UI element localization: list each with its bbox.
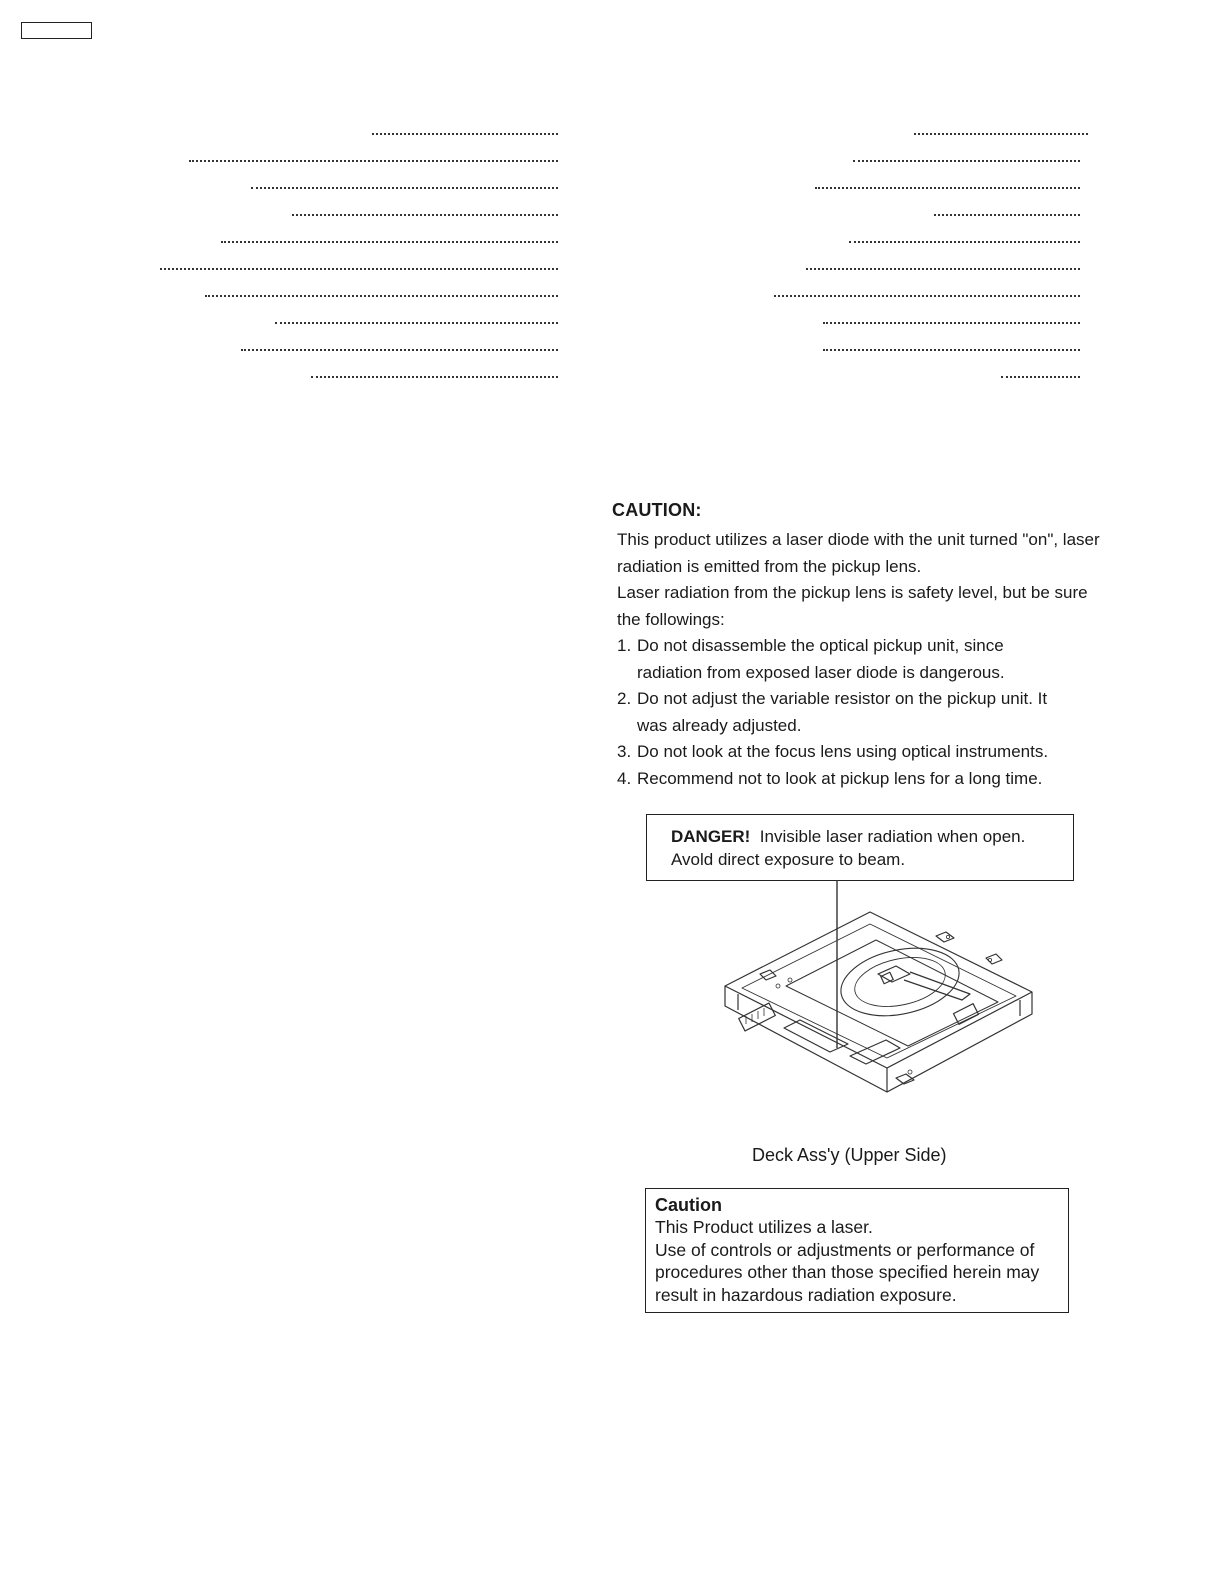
danger-label [646, 814, 1074, 881]
list-item-text: Do not look at the focus lens using optical instruments. [637, 742, 1049, 761]
caution-list [617, 633, 1132, 792]
toc-leader [275, 322, 558, 324]
toc-leader [241, 349, 558, 351]
list-item [617, 766, 1117, 793]
danger-heading: DANGER! [671, 827, 751, 846]
toc-leader [914, 133, 1088, 135]
toc-leader [1001, 376, 1080, 378]
header-box [21, 22, 92, 39]
toc-leader [853, 160, 1080, 162]
laser-caution-line: result in hazardous radiation exposure. [655, 1284, 957, 1305]
toc-leader [205, 295, 558, 297]
toc-leader [372, 133, 558, 135]
toc-leader [815, 187, 1080, 189]
list-item-text: Recommend not to look at pickup lens for a long time. [637, 768, 1043, 788]
toc-leader [934, 214, 1080, 216]
toc-leader [823, 322, 1080, 324]
list-item [617, 739, 1117, 766]
list-item [617, 633, 1067, 686]
laser-caution-title: Caution [655, 1195, 722, 1215]
toc-leader [251, 187, 558, 189]
list-item-number: 2. [617, 689, 632, 708]
laser-caution-line: Use of controls or adjustments or performance of [655, 1239, 1035, 1260]
deck-assembly-drawing [700, 878, 1050, 1118]
toc-leader [806, 268, 1080, 270]
list-item-text: Do not adjust the variable resistor on the pickup unit. It was already adjusted. [637, 689, 1048, 735]
caution-paragraph: Laser radiation from the pickup lens is safety level, but be sure the followings: [617, 583, 1088, 629]
caution-section [612, 500, 1132, 792]
danger-text-1: Invisible laser radiation when open. [759, 827, 1026, 846]
danger-text-2: Avold direct exposure to beam. [671, 850, 906, 869]
toc-leader [160, 268, 558, 270]
laser-caution-line: procedures other than those specified herein may [655, 1262, 1040, 1283]
toc-leader [849, 241, 1080, 243]
laser-caution-box [645, 1188, 1069, 1313]
figure-caption: Deck Ass'y (Upper Side) [752, 1145, 947, 1165]
toc-leader [221, 241, 558, 243]
list-item-text: Do not disassemble the optical pickup unit, since radiation from exposed laser diode is dangerous. [637, 636, 1005, 682]
laser-caution-line: This Product utilizes a laser. [655, 1217, 873, 1238]
toc-leader [311, 376, 558, 378]
toc-leader [774, 295, 1080, 297]
list-item-number: 1. [617, 636, 632, 655]
danger-line-1 [671, 825, 1073, 848]
toc-leader [292, 214, 558, 216]
list-item-number: 3. [617, 742, 632, 761]
list-item [617, 686, 1077, 739]
list-item-number: 4. [617, 768, 632, 788]
toc-leader [189, 160, 558, 162]
caution-title: CAUTION: [612, 500, 702, 520]
caution-paragraph: This product utilizes a laser diode with the unit turned "on", laser radiation is emitted from the pickup lens. [617, 530, 1100, 576]
toc-leader [823, 349, 1080, 351]
